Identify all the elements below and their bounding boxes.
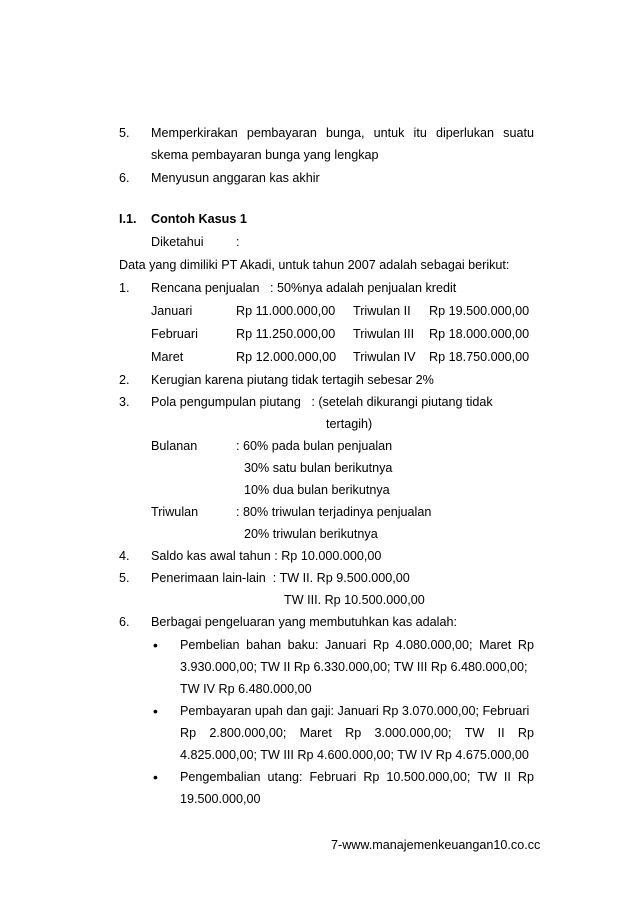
point-5-number: 5. (119, 571, 130, 585)
sales-month: Februari (151, 327, 198, 341)
point-3-text: Pola pengumpulan piutang : (setelah dikurangi piutang tidak (151, 395, 493, 409)
point-4-text: Saldo kas awal tahun : Rp 10.000.000,00 (151, 549, 382, 563)
sales-quarter: Triwulan II (353, 304, 411, 318)
page-footer: 7-www.manajemenkeuangan10.co.cc (331, 838, 541, 852)
word: II (503, 770, 511, 784)
word: Maret (479, 638, 512, 652)
word: Pembelian (180, 638, 240, 652)
word: diperlukan (435, 126, 495, 140)
sales-quarter-amount: Rp 18.000.000,00 (429, 327, 530, 341)
word: utang: (267, 770, 303, 784)
word: TW (477, 770, 497, 784)
word: Rp (180, 726, 197, 740)
word: Rp (363, 770, 380, 784)
word: II (497, 726, 505, 740)
item-6-text: Menyusun anggaran kas akhir (151, 171, 320, 185)
known-label: Diketahui (151, 235, 204, 249)
bullet-2-line-3: 4.825.000,00; TW III Rp 4.600.000,00; TW IV Rp 4.675.000,00 (180, 748, 529, 762)
word: bahan (246, 638, 282, 652)
bullet-2-line-1: Pembayaran upah dan gaji: Januari Rp 3.070.000,00; Februari (180, 704, 530, 718)
bullet-3-line-1 (180, 769, 534, 785)
word: untuk (373, 126, 405, 140)
quarterly-label: Triwulan (151, 505, 199, 519)
word: Februari (309, 770, 357, 784)
point-1-text: Rencana penjualan : 50%nya adalah penjualan kredit (151, 281, 457, 295)
word: itu (413, 126, 427, 140)
point-2-number: 2. (119, 373, 130, 387)
word: Rp (517, 726, 534, 740)
word: pembayaran (246, 126, 317, 140)
word: Pengembalian (180, 770, 261, 784)
quarterly-line-1: : 80% triwulan terjadinya penjualan (236, 505, 432, 519)
intro-text: Data yang dimiliki PT Akadi, untuk tahun 2007 adalah sebagai berikut: (119, 258, 510, 272)
sales-quarter: Triwulan III (353, 327, 415, 341)
word: Rp (372, 638, 389, 652)
point-1-number: 1. (119, 281, 130, 295)
word: Rp (345, 726, 362, 740)
case-title: Contoh Kasus 1 (151, 212, 247, 226)
bullet-icon: • (153, 769, 158, 785)
word: 3.000.000,00; (374, 726, 452, 740)
word: 2.800.000,00; (209, 726, 287, 740)
point-5-continuation: TW III. Rp 10.500.000,00 (284, 593, 425, 607)
word: Rp (517, 770, 534, 784)
sales-amount: Rp 11.250.000,00 (236, 327, 336, 341)
bullet-icon: • (153, 637, 158, 653)
word: baku: (287, 638, 319, 652)
word: Maret (299, 726, 332, 740)
word: 4.080.000,00; (395, 638, 473, 652)
sales-month: Maret (151, 350, 184, 364)
word: Memperkirakan (151, 126, 238, 140)
point-3-continuation: tertagih) (326, 417, 373, 431)
monthly-line-3: 10% dua bulan berikutnya (244, 483, 390, 497)
sales-quarter-amount: Rp 19.500.000,00 (429, 304, 530, 318)
item-6-number: 6. (119, 171, 130, 185)
word: Januari (325, 638, 367, 652)
case-number: I.1. (119, 212, 137, 226)
quarterly-line-2: 20% triwulan berikutnya (244, 527, 378, 541)
monthly-line-1: : 60% pada bulan penjualan (236, 439, 393, 453)
point-6-number: 6. (119, 615, 130, 629)
monthly-line-2: 30% satu bulan berikutnya (244, 461, 393, 475)
word: TW (464, 726, 485, 740)
sales-quarter: Triwulan IV (353, 350, 416, 364)
item-5-line-1 (151, 125, 534, 141)
sales-month: Januari (151, 304, 193, 318)
point-6-text: Berbagai pengeluaran yang membutuhkan kas adalah: (151, 615, 457, 629)
word: bunga, (326, 126, 365, 140)
monthly-label: Bulanan (151, 439, 198, 453)
sales-amount: Rp 12.000.000,00 (236, 350, 337, 364)
bullet-1-line-2: 3.930.000,00; TW II Rp 6.330.000,00; TW III Rp 6.480.000,00; (180, 660, 528, 674)
known-colon: : (236, 235, 240, 249)
point-5-text: Penerimaan lain-lain : TW II. Rp 9.500.000,00 (151, 571, 410, 585)
point-4-number: 4. (119, 549, 130, 563)
point-3-number: 3. (119, 395, 130, 409)
bullet-1-line-3: TW IV Rp 6.480.000,00 (180, 682, 312, 696)
bullet-1-line-1 (180, 637, 534, 653)
point-2-text: Kerugian karena piutang tidak tertagih sebesar 2% (151, 373, 434, 387)
bullet-3-line-2: 19.500.000,00 (180, 792, 261, 806)
sales-quarter-amount: Rp 18.750.000,00 (429, 350, 530, 364)
bullet-icon: • (153, 703, 158, 719)
item-5-line-2: skema pembayaran bunga yang lengkap (151, 148, 379, 162)
item-5-number: 5. (119, 126, 130, 140)
sales-amount: Rp 11.000.000,00 (236, 304, 336, 318)
word: 10.500.000,00; (386, 770, 471, 784)
word: Rp (517, 638, 534, 652)
word: suatu (503, 126, 534, 140)
bullet-2-line-2 (180, 725, 534, 741)
